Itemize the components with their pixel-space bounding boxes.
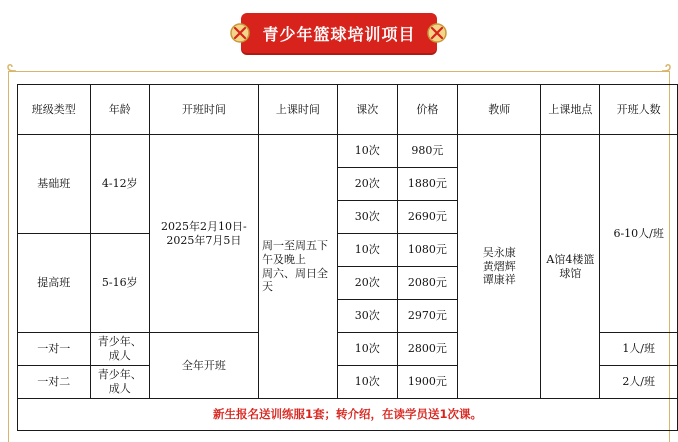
header-cell: 教师 bbox=[458, 85, 541, 135]
footer-row bbox=[18, 399, 678, 431]
age-cell: 5-16岁 bbox=[90, 234, 149, 333]
price-cell: 1880元 bbox=[397, 168, 457, 201]
header-row bbox=[18, 85, 678, 135]
sessions-cell: 30次 bbox=[337, 201, 397, 234]
group-size-cell: 2人/班 bbox=[600, 366, 678, 399]
header-cell: 课次 bbox=[337, 85, 397, 135]
sessions-cell: 20次 bbox=[337, 267, 397, 300]
price-cell: 2970元 bbox=[397, 300, 457, 333]
age-cell: 4-12岁 bbox=[90, 135, 149, 234]
decorative-frame-top bbox=[8, 71, 670, 72]
header-cell: 上课地点 bbox=[541, 85, 600, 135]
header-cell: 开班时间 bbox=[149, 85, 258, 135]
frame-curl-left-icon bbox=[2, 63, 18, 79]
sessions-cell: 10次 bbox=[337, 366, 397, 399]
price-cell: 2080元 bbox=[397, 267, 457, 300]
sessions-cell: 10次 bbox=[337, 234, 397, 267]
page-title: 青少年篮球培训项目 bbox=[262, 25, 416, 44]
sessions-cell: 30次 bbox=[337, 300, 397, 333]
frame-curl-right-icon bbox=[660, 63, 676, 79]
header-cell: 年龄 bbox=[90, 85, 149, 135]
group-size-cell: 6-10人/班 bbox=[600, 135, 678, 333]
sessions-cell: 20次 bbox=[337, 168, 397, 201]
header-cell: 开班人数 bbox=[600, 85, 678, 135]
sessions-cell: 10次 bbox=[337, 135, 397, 168]
left-ornament-icon bbox=[229, 22, 251, 44]
class-type-cell: 基础班 bbox=[18, 135, 91, 234]
teachers-cell: 吴永康 黄熠辉 谭康祥 bbox=[458, 135, 541, 399]
right-ornament-icon bbox=[426, 22, 448, 44]
title-banner bbox=[241, 13, 437, 53]
header-cell: 班级类型 bbox=[18, 85, 91, 135]
schedule-cell: 周一至周五下 午及晚上 周六、周日全 天 bbox=[258, 135, 337, 399]
sessions-cell: 10次 bbox=[337, 333, 397, 366]
group-size-cell: 1人/班 bbox=[600, 333, 678, 366]
price-cell: 980元 bbox=[397, 135, 457, 168]
price-cell: 1080元 bbox=[397, 234, 457, 267]
age-cell: 青少年、 成人 bbox=[90, 333, 149, 366]
year-round-cell: 全年开班 bbox=[149, 333, 258, 399]
course-table bbox=[17, 84, 678, 431]
location-cell: A馆4楼篮 球馆 bbox=[541, 135, 600, 399]
term-period-cell: 2025年2月10日- 2025年7月5日 bbox=[149, 135, 258, 333]
decorative-frame-left bbox=[8, 71, 9, 442]
price-cell: 2800元 bbox=[397, 333, 457, 366]
age-cell: 青少年、 成人 bbox=[90, 366, 149, 399]
class-type-cell: 一对二 bbox=[18, 366, 91, 399]
class-type-cell: 提高班 bbox=[18, 234, 91, 333]
header-cell: 上课时间 bbox=[258, 85, 337, 135]
price-cell: 2690元 bbox=[397, 201, 457, 234]
table-row bbox=[18, 135, 678, 168]
price-cell: 1900元 bbox=[397, 366, 457, 399]
header-cell: 价格 bbox=[397, 85, 457, 135]
promotion-note: 新生报名送训练服1套；转介绍，在读学员送1次课。 bbox=[18, 399, 678, 431]
class-type-cell: 一对一 bbox=[18, 333, 91, 366]
